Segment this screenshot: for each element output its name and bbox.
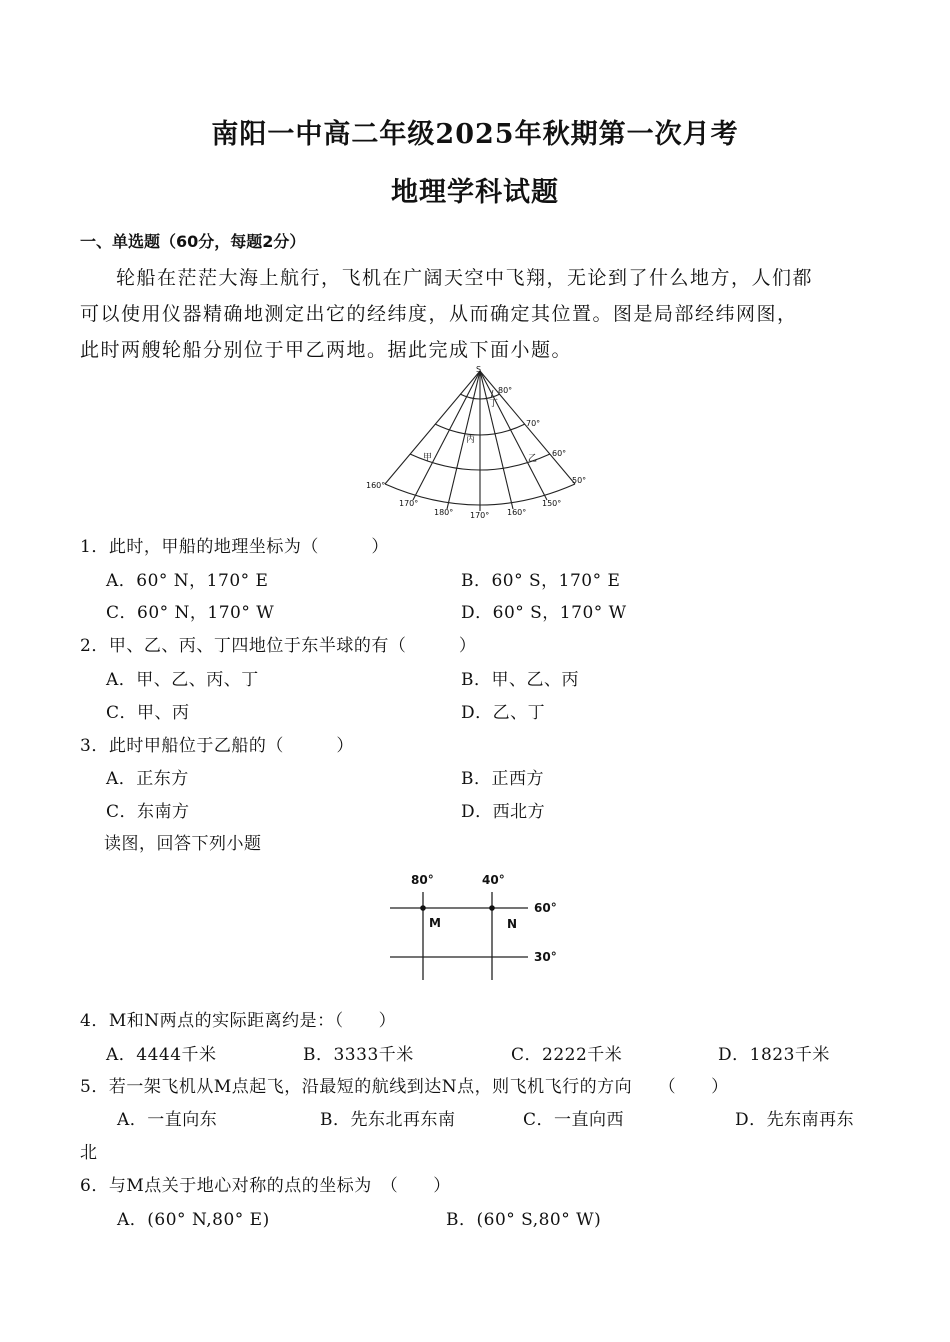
passage-2: 读图，回答下列小题 (104, 834, 262, 854)
passage-line-3: 此时两艘轮船分别位于甲乙两地。据此完成下面小题。 (80, 339, 573, 361)
q3-option-c[interactable]: C．东南方 (106, 802, 190, 822)
lat-label-70: 70° (526, 419, 541, 428)
q5-option-a[interactable]: A．一直向东 (117, 1110, 218, 1130)
q3-option-a[interactable]: A．正东方 (106, 769, 189, 789)
q2-option-b[interactable]: B．甲、乙、丙 (461, 670, 579, 690)
q4-option-a[interactable]: A．4444千米 (106, 1045, 217, 1065)
q5-option-b[interactable]: B．先东北再东南 (320, 1110, 456, 1130)
lat-label-50: 50° (572, 476, 587, 485)
q4-option-b[interactable]: B．3333千米 (303, 1045, 414, 1065)
q6-option-b[interactable]: B．(60° S,80° W) (446, 1210, 602, 1230)
q2-option-d[interactable]: D．乙、丁 (461, 703, 546, 723)
lat-label-60: 60° (552, 449, 567, 458)
lon-label-170e: 170° (470, 511, 490, 520)
point-n: N (507, 917, 518, 931)
lon-label-160w: 160° (366, 481, 386, 490)
q6-option-a[interactable]: A．(60° N,80° E) (117, 1210, 270, 1230)
q2-option-a[interactable]: A．甲、乙、丙、丁 (106, 670, 259, 690)
point-bing: 丙 (466, 435, 476, 445)
lat-label-30: 30° (534, 950, 557, 964)
lon-label-40: 40° (482, 873, 505, 887)
q2-option-c[interactable]: C．甲、丙 (106, 703, 190, 723)
q5-option-d-wrap: 北 (80, 1143, 98, 1163)
question-2-stem: 2．甲、乙、丙、丁四地位于东半球的有（ ） (80, 636, 477, 656)
lon-label-180: 180° (434, 508, 454, 517)
question-5-stem: 5．若一架飞机从M点起飞，沿最短的航线到达N点，则飞机飞行的方向 （ ） (80, 1077, 729, 1097)
lat-label-60: 60° (534, 901, 557, 915)
question-3-stem: 3．此时甲船位于乙船的（ ） (80, 736, 354, 756)
q3-option-d[interactable]: D．西北方 (461, 802, 546, 822)
point-jia: 甲 (423, 453, 433, 463)
q5-option-c[interactable]: C．一直向西 (523, 1110, 625, 1130)
lat-label-80: 80° (498, 386, 513, 395)
q1-option-a[interactable]: A．60° N，170° E (106, 571, 269, 591)
graticule-figure-1 (360, 364, 590, 524)
q1-option-d[interactable]: D．60° S，170° W (461, 603, 627, 623)
lon-label-160e: 160° (507, 508, 527, 517)
exam-subtitle: 地理学科试题 (391, 177, 559, 208)
q3-option-b[interactable]: B．正西方 (461, 769, 544, 789)
pole-label: S (476, 365, 482, 374)
q4-option-d[interactable]: D．1823千米 (718, 1045, 830, 1065)
lon-label-150e: 150° (542, 499, 562, 508)
q5-option-d[interactable]: D．先东南再东 (735, 1110, 855, 1130)
question-4-stem: 4．M和N两点的实际距离约是：（ ） (80, 1011, 397, 1031)
passage-line-2: 可以使用仪器精确地测定出它的经纬度，从而确定其位置。图是局部经纬网图， (80, 303, 798, 325)
passage-line-1: 轮船在茫茫大海上航行，飞机在广阔天空中飞翔，无论到了什么地方，人们都 (116, 267, 814, 289)
question-1-stem: 1．此时，甲船的地理坐标为（ ） (80, 537, 389, 557)
question-6-stem: 6．与M点关于地心对称的点的坐标为 （ ） (80, 1176, 451, 1196)
graticule-figure-2 (385, 868, 575, 986)
point-yi: 乙 (528, 454, 538, 464)
q1-option-b[interactable]: B．60° S，170° E (461, 571, 621, 591)
section-heading: 一、单选题（60分，每题2分） (80, 232, 306, 251)
lon-label-170w: 170° (399, 499, 419, 508)
q4-option-c[interactable]: C．2222千米 (511, 1045, 623, 1065)
point-ding: 丁 (489, 399, 499, 409)
lon-label-80: 80° (411, 873, 434, 887)
point-m: M (429, 916, 441, 930)
q1-option-c[interactable]: C．60° N，170° W (106, 603, 275, 623)
exam-title: 南阳一中高二年级2025年秋期第一次月考 (211, 119, 739, 150)
